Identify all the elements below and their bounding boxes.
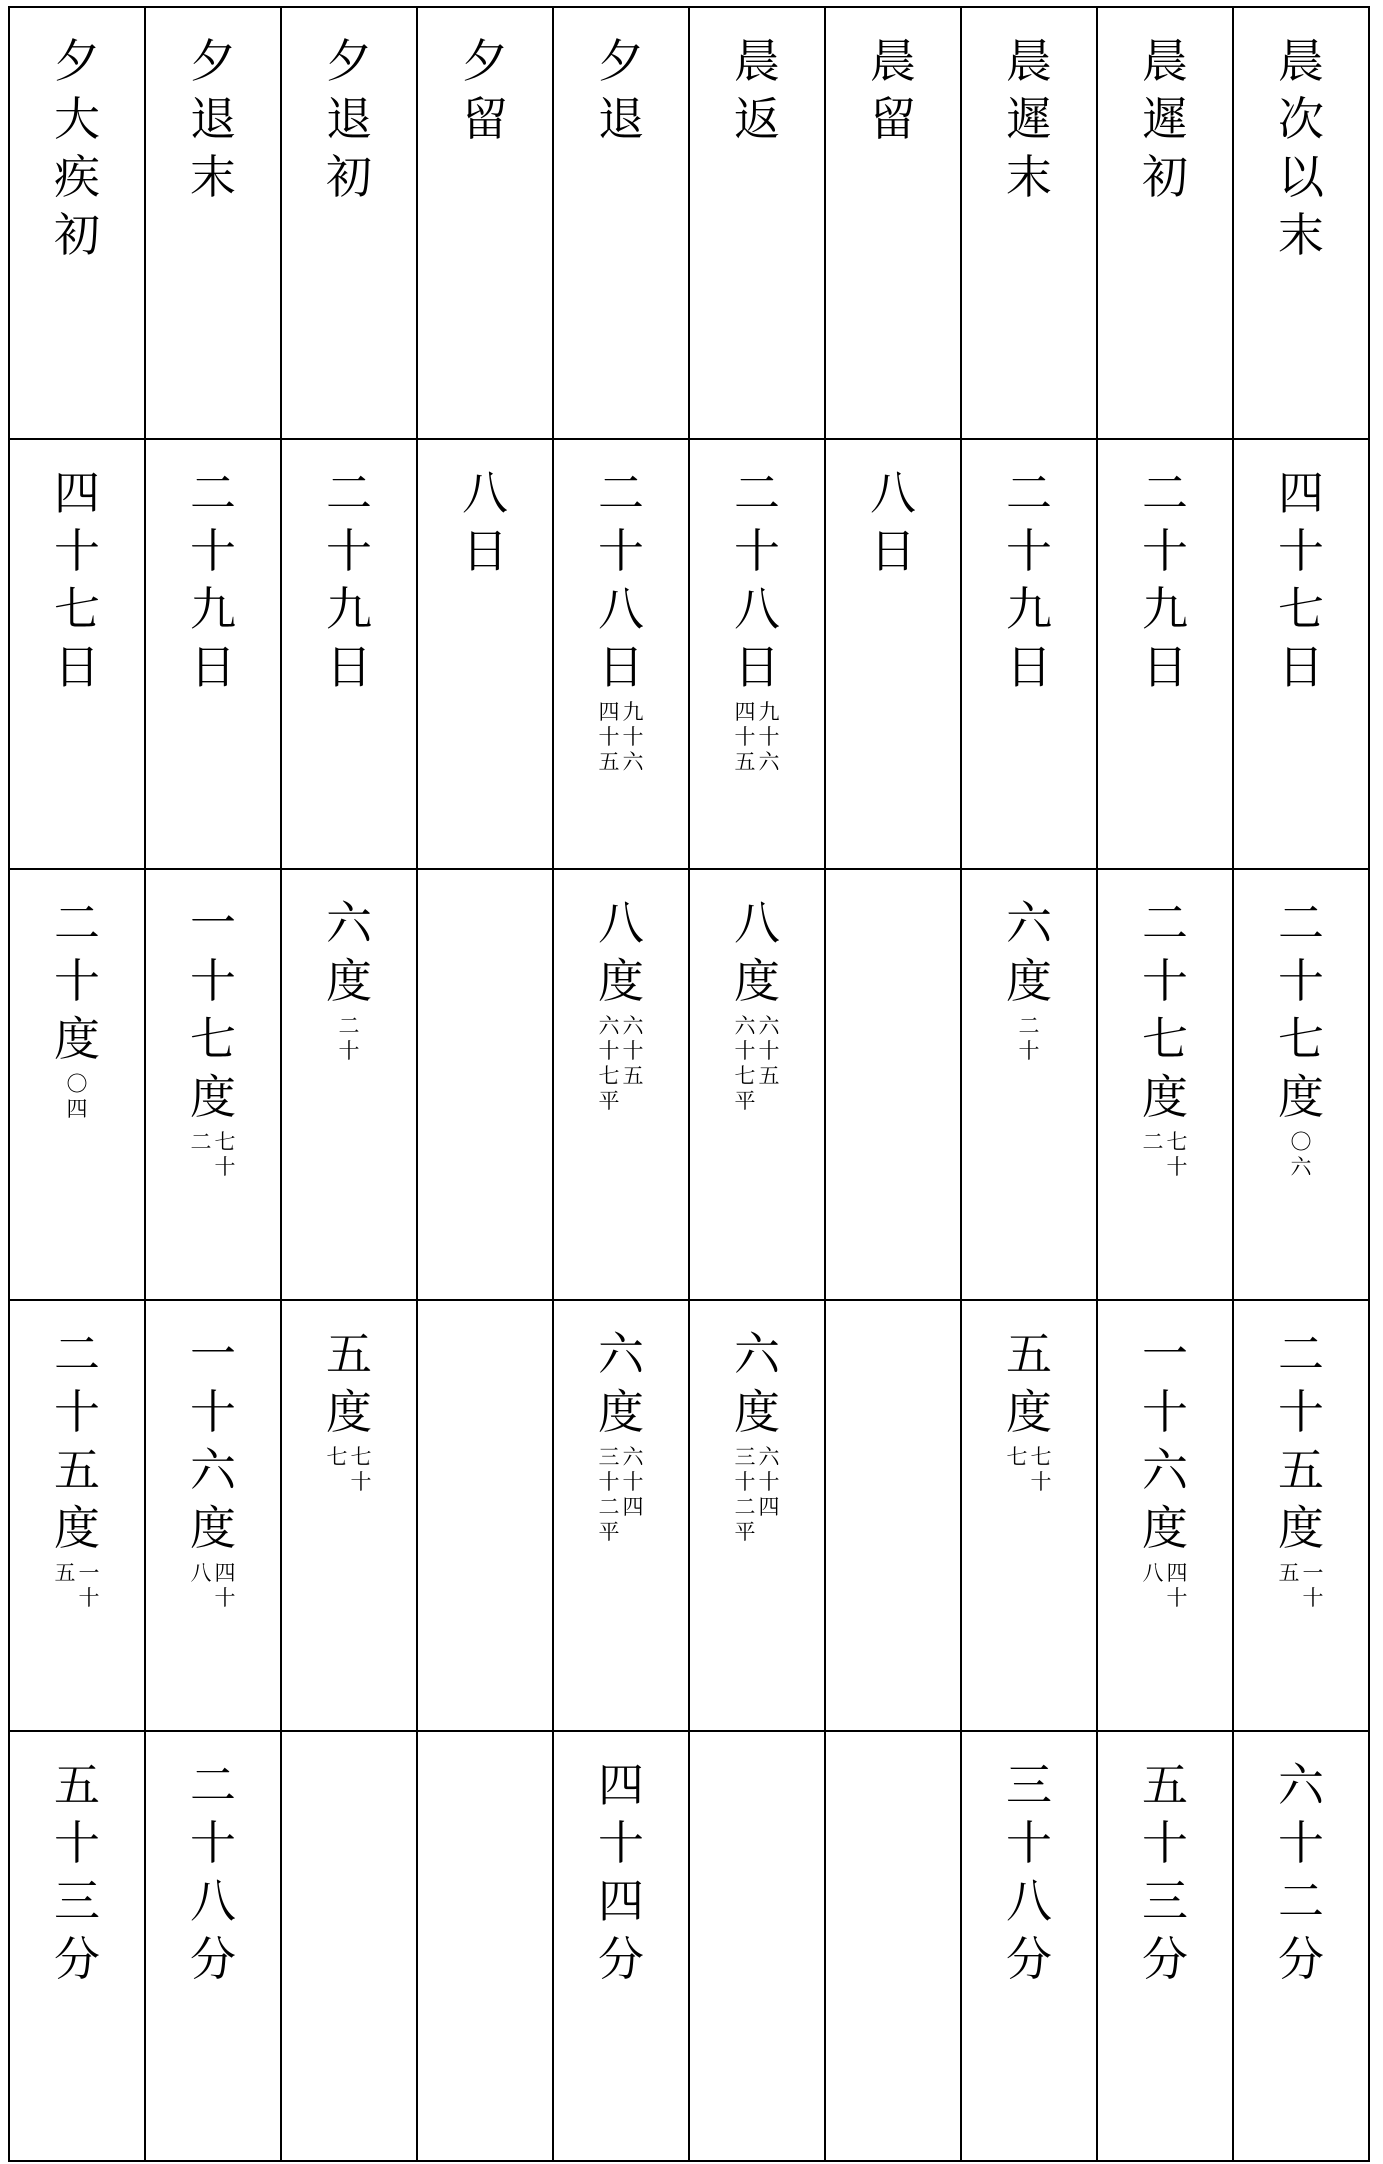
cell-text: 晨 遲 初 bbox=[1142, 34, 1188, 204]
table-cell-days bbox=[552, 438, 690, 870]
table-cell-days bbox=[280, 438, 418, 870]
cell-text: 六 十 二 分 bbox=[1278, 1758, 1324, 1986]
cell-text: 二 十 九 日 bbox=[1142, 466, 1188, 694]
table-cell-minutes bbox=[8, 1730, 146, 2162]
cell-text: 二 十 八 日 bbox=[734, 466, 780, 694]
annotation-note: 六 十 四 三 十 二 平 bbox=[734, 1445, 780, 1544]
table-cell-degrees-2 bbox=[1096, 1299, 1234, 1732]
table-cell-header bbox=[416, 6, 554, 440]
cell-text: 五 十 三 分 bbox=[54, 1758, 100, 1986]
cell-text: 晨 留 bbox=[870, 34, 916, 146]
table-cell-degrees-2 bbox=[1232, 1299, 1370, 1732]
table-cell-minutes bbox=[280, 1730, 418, 2162]
cell-text: 四 十 七 日 bbox=[1278, 466, 1324, 694]
cell-text: 五 度 bbox=[326, 1327, 372, 1439]
cell-text: 六 度 bbox=[598, 1327, 644, 1439]
cell-text: 五 十 三 分 bbox=[1142, 1758, 1188, 1986]
cell-text: 八 度 bbox=[734, 896, 780, 1008]
cell-text: 二 十 九 日 bbox=[326, 466, 372, 694]
table-cell-degrees bbox=[688, 868, 826, 1301]
table-cell-degrees bbox=[824, 868, 962, 1301]
cell-text: 八 日 bbox=[462, 466, 508, 578]
cell-text: 夕 留 bbox=[462, 34, 508, 146]
table-cell-minutes bbox=[144, 1730, 282, 2162]
table-cell-degrees-2 bbox=[8, 1299, 146, 1732]
cell-text: 夕 退 初 bbox=[326, 34, 372, 204]
annotation-note: 七 十 七 bbox=[326, 1445, 372, 1494]
annotation-note: 六 十 五 六 十 七 平 bbox=[734, 1014, 780, 1113]
cell-text: 一 十 六 度 bbox=[1142, 1327, 1188, 1555]
table-cell-degrees-2 bbox=[688, 1299, 826, 1732]
table-cell-days bbox=[8, 438, 146, 870]
table-cell-minutes bbox=[552, 1730, 690, 2162]
cell-text: 晨 遲 末 bbox=[1006, 34, 1052, 204]
cell-text: 一 十 七 度 bbox=[190, 896, 236, 1124]
table-cell-degrees-2 bbox=[960, 1299, 1098, 1732]
table-cell-days bbox=[960, 438, 1098, 870]
table-cell-degrees-2 bbox=[144, 1299, 282, 1732]
table-cell-minutes bbox=[1096, 1730, 1234, 2162]
table-cell-days bbox=[144, 438, 282, 870]
cell-text: 二 十 八 日 bbox=[598, 466, 644, 694]
table-cell-degrees bbox=[280, 868, 418, 1301]
table-cell-minutes bbox=[416, 1730, 554, 2162]
cell-text: 夕 大 疾 初 bbox=[54, 34, 100, 262]
table-cell-minutes bbox=[1232, 1730, 1370, 2162]
annotation-note: 二 十 bbox=[1018, 1014, 1040, 1063]
table-cell-degrees-2 bbox=[824, 1299, 962, 1732]
table-cell-header bbox=[8, 6, 146, 440]
cell-text: 八 日 bbox=[870, 466, 916, 578]
annotation-note: 〇 四 bbox=[66, 1072, 88, 1121]
annotation-note: 一 十 五 bbox=[1278, 1561, 1324, 1610]
table-cell-days bbox=[416, 438, 554, 870]
cell-text: 六 度 bbox=[326, 896, 372, 1008]
table-cell-header bbox=[824, 6, 962, 440]
cell-text: 晨 次 以 末 bbox=[1278, 34, 1324, 262]
table-cell-header bbox=[144, 6, 282, 440]
annotation-note: 七 十 七 bbox=[1006, 1445, 1052, 1494]
table-cell-minutes bbox=[688, 1730, 826, 2162]
table-cell-degrees bbox=[960, 868, 1098, 1301]
table-cell-header bbox=[1232, 6, 1370, 440]
cell-text: 夕 退 bbox=[598, 34, 644, 146]
annotation-note: 九 十 六 四 十 五 bbox=[734, 700, 780, 774]
annotation-note: 四 十 八 bbox=[1142, 1561, 1188, 1610]
table-cell-header bbox=[960, 6, 1098, 440]
cell-text: 晨 返 bbox=[734, 34, 780, 146]
cell-text: 六 度 bbox=[1006, 896, 1052, 1008]
cell-text: 二 十 九 日 bbox=[1006, 466, 1052, 694]
cell-text: 六 度 bbox=[734, 1327, 780, 1439]
cell-text: 二 十 五 度 bbox=[1278, 1327, 1324, 1555]
table-cell-degrees bbox=[416, 868, 554, 1301]
table-cell-degrees-2 bbox=[280, 1299, 418, 1732]
table-cell-degrees bbox=[144, 868, 282, 1301]
cell-text: 四 十 四 分 bbox=[598, 1758, 644, 1986]
cell-text: 二 十 八 分 bbox=[190, 1758, 236, 1986]
table-cell-days bbox=[688, 438, 826, 870]
cell-text: 五 度 bbox=[1006, 1327, 1052, 1439]
annotation-note: 四 十 八 bbox=[190, 1561, 236, 1610]
table-cell-days bbox=[824, 438, 962, 870]
cell-text: 四 十 七 日 bbox=[54, 466, 100, 694]
cell-text: 一 十 六 度 bbox=[190, 1327, 236, 1555]
table-cell-degrees bbox=[1096, 868, 1234, 1301]
cell-text: 二 十 度 bbox=[54, 896, 100, 1066]
cell-text: 二 十 五 度 bbox=[54, 1327, 100, 1555]
cell-text: 夕 退 末 bbox=[190, 34, 236, 204]
cell-text: 二 十 七 度 bbox=[1142, 896, 1188, 1124]
table-cell-header bbox=[552, 6, 690, 440]
annotation-note: 六 十 四 三 十 二 平 bbox=[598, 1445, 644, 1544]
table-cell-minutes bbox=[960, 1730, 1098, 2162]
annotation-note: 一 十 五 bbox=[54, 1561, 100, 1610]
table-cell-header bbox=[1096, 6, 1234, 440]
table-cell-header bbox=[688, 6, 826, 440]
table-cell-days bbox=[1232, 438, 1370, 870]
cell-text: 二 十 七 度 bbox=[1278, 896, 1324, 1124]
annotation-note: 七 十 二 bbox=[190, 1130, 236, 1179]
annotation-note: 六 十 五 六 十 七 平 bbox=[598, 1014, 644, 1113]
table-cell-degrees bbox=[552, 868, 690, 1301]
annotation-note: 〇 六 bbox=[1290, 1130, 1312, 1179]
table-cell-degrees bbox=[8, 868, 146, 1301]
table-cell-days bbox=[1096, 438, 1234, 870]
cell-text: 二 十 九 日 bbox=[190, 466, 236, 694]
annotation-note: 七 十 二 bbox=[1142, 1130, 1188, 1179]
cell-text: 三 十 八 分 bbox=[1006, 1758, 1052, 1986]
annotation-note: 九 十 六 四 十 五 bbox=[598, 700, 644, 774]
cell-text: 八 度 bbox=[598, 896, 644, 1008]
annotation-note: 二 十 bbox=[338, 1014, 360, 1063]
table-cell-header bbox=[280, 6, 418, 440]
table-cell-degrees bbox=[1232, 868, 1370, 1301]
table-cell-degrees-2 bbox=[416, 1299, 554, 1732]
table-cell-minutes bbox=[824, 1730, 962, 2162]
table-cell-degrees-2 bbox=[552, 1299, 690, 1732]
